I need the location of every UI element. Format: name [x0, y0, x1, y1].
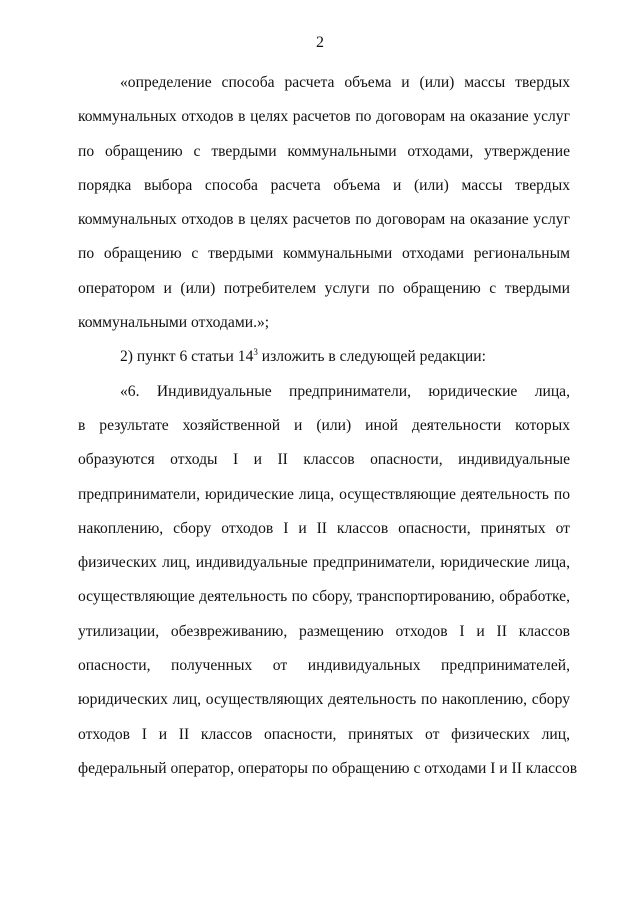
text-line: опасности, полученных от индивидуальных предпринимателей, — [78, 657, 570, 675]
text-line: по обращению с твердыми коммунальными отходами, утверждение — [78, 142, 570, 160]
text-line: в результате хозяйственной и (или) иной деятельности которых — [78, 416, 570, 434]
text-line: утилизации, обезвреживанию, размещению отходов I и II классов — [78, 622, 570, 640]
item-2-suffix: изложить в следующей редакции: — [257, 348, 486, 366]
text-line: коммунальными отходами.»; — [78, 314, 270, 332]
text-line: физических лиц, индивидуальные предприниматели, юридические лица, — [78, 554, 570, 572]
text-line: коммунальных отходов в целях расчетов по договорам на оказание услуг — [78, 108, 570, 126]
text-line: образуются отходы I и II классов опасности, индивидуальные — [78, 451, 570, 469]
amendment-item-2 — [78, 340, 570, 374]
text-line: отходов I и II классов опасности, принятых от физических лиц, — [78, 725, 570, 743]
text-line: коммунальных отходов в целях расчетов по договорам на оказание услуг — [78, 211, 570, 229]
text-line: юридических лиц, осуществляющих деятельность по накоплению, сбору — [78, 691, 570, 709]
text-line: «6. Индивидуальные предприниматели, юридические лица, — [120, 382, 570, 400]
text-line: оператором и (или) потребителем услуги по обращению с твердыми — [78, 279, 570, 297]
item-2-prefix: 2) пункт 6 статьи 14 — [120, 348, 254, 366]
text-line: осуществляющие деятельность по сбору, транспортированию, обработке, — [78, 588, 570, 606]
text-line: «определение способа расчета объема и (или) массы твердых — [120, 74, 570, 91]
page-number: 2 — [316, 34, 324, 51]
text-line: накоплению, сбору отходов I и II классов опасности, принятых от — [78, 519, 570, 537]
item-2-superscript: 3 — [253, 347, 258, 358]
text-line: федеральный оператор, операторы по обращению с отходами I и II классов — [78, 759, 578, 777]
text-line: по обращению с твердыми коммунальными отходами региональным — [78, 245, 570, 263]
text-line: предприниматели, юридические лица, осуществляющие деятельность по — [78, 485, 570, 503]
text-line: порядка выбора способа расчета объема и (или) массы твердых — [78, 176, 570, 194]
document-body — [78, 66, 578, 786]
